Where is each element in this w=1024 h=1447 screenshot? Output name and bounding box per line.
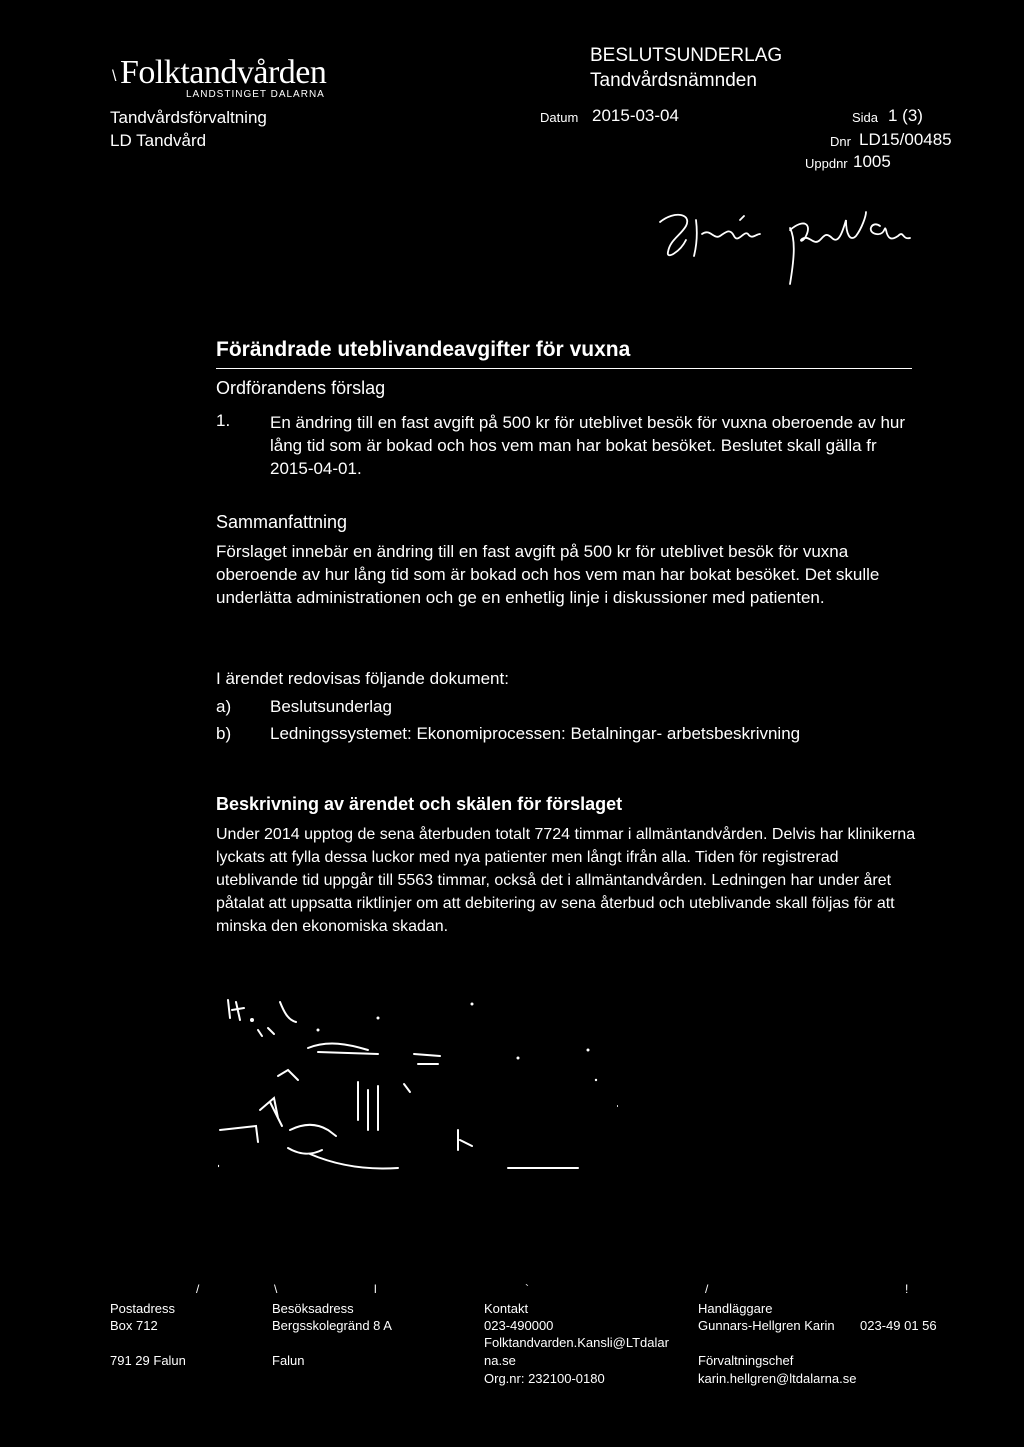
footer-kontakt-label: Kontakt <box>484 1301 529 1316</box>
uppdnr-value: 1005 <box>853 152 891 171</box>
description-text: Under 2014 upptog de sena återbuden totalt 7724 timmar i allmäntandvården. Delvis har klinikerna lyckats att fylla dessa luckor med nya patienter men långt ifrån alla. Tiden för registrerad uteblivande tid uppgår till 5563 timmar, också det i allmäntandvården. Ledningen har under året påtalat att uppsatta riktlinjer om att debitering av sena återbud och uteblivande skall följas för att minska den ekonomiska skadan. <box>216 826 916 935</box>
org-line-1: Tandvårdsförvaltning <box>110 108 267 127</box>
title-rule <box>216 368 912 369</box>
summary-heading: Sammanfattning <box>216 512 348 532</box>
proposal-heading: Ordförandens förslag <box>216 378 386 398</box>
document-item-b <box>216 724 800 744</box>
footer-tick: ` <box>525 1282 529 1296</box>
footer-kontakt-orgnr: Org.nr: 232100-0180 <box>484 1371 605 1386</box>
footer-handlaggare-label: Handläggare <box>698 1301 773 1316</box>
logo-subtitle: LANDSTINGET DALARNA <box>186 89 325 100</box>
proposal-item-text: En ändring till en fast avgift på 500 kr för uteblivet besök för vuxna oberoende av hur lång tid som är bokad och hos vem man har bokat besöket. Beslutet skall gälla fr 2015-04-01. <box>270 413 906 478</box>
dnr-label: Dnr <box>830 134 851 149</box>
document-item-label: a) <box>216 697 232 716</box>
summary-text: Förslaget innebär en ändring till en fast avgift på 500 kr för uteblivet besök för vuxna oberoende av hur lång tid som är bokad och hos vem man har bokat besöket. Det skulle underlätta administrationen och ge en enhetlig linje i diskussioner med patienten. <box>216 542 880 607</box>
footer-tick: l <box>374 1282 377 1296</box>
documents-intro: I ärendet redovisas följande dokument: <box>216 669 509 688</box>
committee-name: Tandvårdsnämnden <box>590 70 757 91</box>
description-heading: Beskrivning av ärendet och skälen för förslaget <box>216 794 623 814</box>
footer-tick: / <box>196 1282 200 1296</box>
document-item-text: Ledningssystemet: Ekonomiprocessen: Betalningar- arbetsbeskrivning <box>270 724 801 743</box>
footer-tick: \ <box>274 1282 278 1296</box>
footer-handlaggare-email: karin.hellgren@ltdalarna.se <box>698 1371 857 1386</box>
datum-value: 2015-03-04 <box>592 106 679 125</box>
document-type: BESLUTSUNDERLAG <box>590 45 783 66</box>
dnr-value: LD15/00485 <box>859 130 952 149</box>
degraded-photo-image <box>218 990 618 1190</box>
document-item-text: Beslutsunderlag <box>270 697 392 716</box>
datum-label: Datum <box>540 110 579 125</box>
footer-handlaggare-role: Förvaltningschef <box>698 1353 794 1368</box>
footer-kontakt-email-line1: Folktandvarden.Kansli@LTdalar <box>484 1335 669 1350</box>
footer-kontakt-email-line2: na.se <box>484 1353 516 1368</box>
document-item-a <box>216 697 392 717</box>
logo-name: Folktandvården <box>120 54 327 91</box>
logo-mark: \ <box>112 68 117 85</box>
org-line-2: LD Tandvård <box>110 131 207 150</box>
handwritten-signature <box>640 200 970 310</box>
uppdnr-label: Uppdnr <box>805 156 848 171</box>
proposal-item-number: 1. <box>216 411 231 430</box>
footer-postadress-line1: Box 712 <box>110 1318 158 1333</box>
footer-handlaggare-name: Gunnars-Hellgren Karin <box>698 1318 835 1333</box>
document-item-label: b) <box>216 724 232 743</box>
footer-handlaggare-phone: 023-49 01 56 <box>860 1318 937 1333</box>
footer-besoksadress-line1: Bergsskolegränd 8 A <box>272 1318 392 1333</box>
footer-postadress-line2: 791 29 Falun <box>110 1353 186 1368</box>
footer-tick: / <box>705 1282 709 1296</box>
sida-label: Sida <box>852 110 879 125</box>
footer-kontakt-phone: 023-490000 <box>484 1318 554 1333</box>
document-title: Förändrade uteblivandeavgifter för vuxna <box>216 338 631 361</box>
footer-tick: ! <box>905 1282 909 1296</box>
footer-postadress-label: Postadress <box>110 1301 176 1316</box>
footer-besoksadress-label: Besöksadress <box>272 1301 354 1316</box>
footer-besoksadress-line2: Falun <box>272 1353 305 1368</box>
sida-value: 1 (3) <box>888 106 923 125</box>
